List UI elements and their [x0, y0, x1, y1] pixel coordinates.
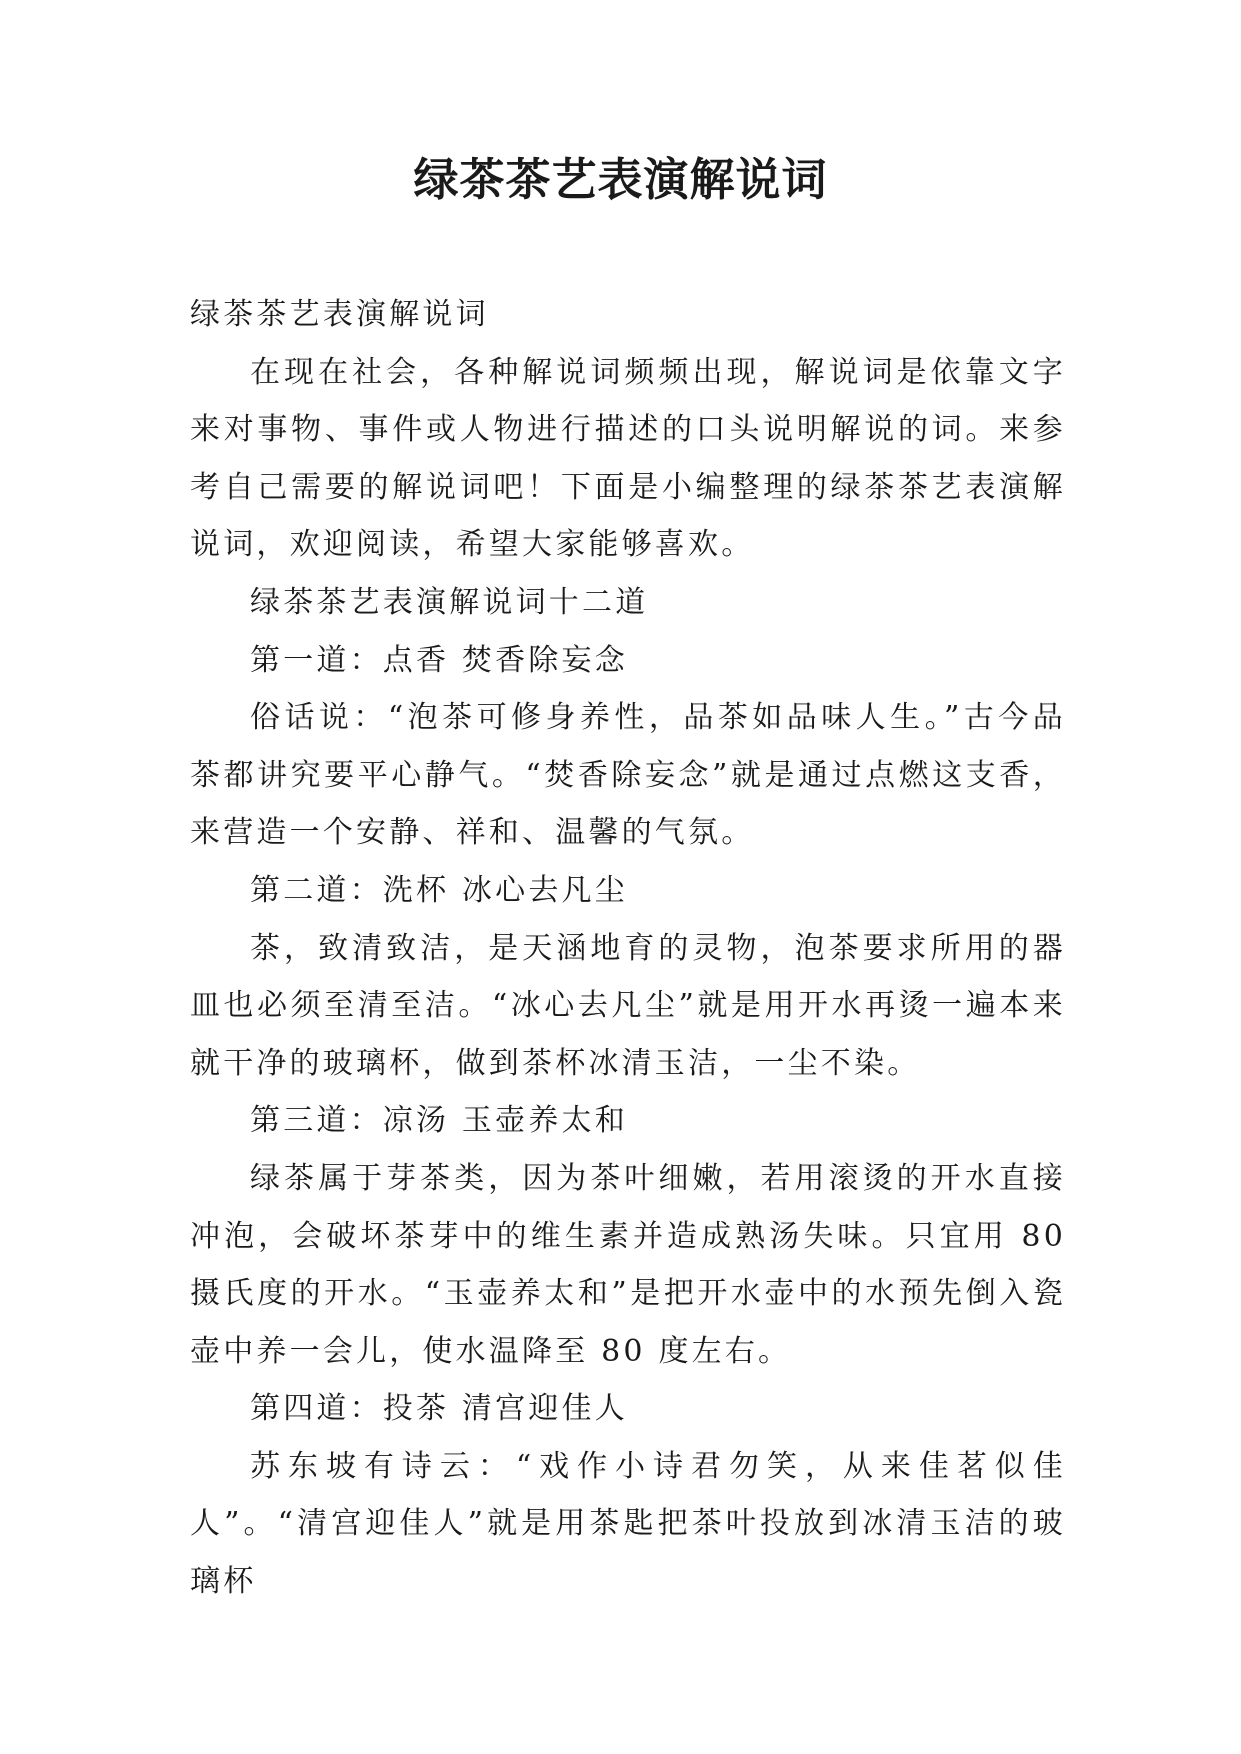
step-heading-2: 第二道：洗杯 冰心去凡尘: [250, 872, 628, 908]
step-paragraph-2: 茶，致清致洁，是天涵地育的灵物，泡茶要求所用的器皿也必须至清至洁。“冰心去凡尘”就是用开水再烫一遍本来就干净的玻璃杯，做到茶杯冰清玉洁，一尘不染。: [190, 930, 1066, 1081]
step-heading-3: 第三道：凉汤 玉壶养太和: [250, 1103, 628, 1139]
step-paragraph-3: 绿茶属于芽茶类，因为茶叶细嫩，若用滚烫的开水直接冲泡，会破坏茶芽中的维生素并造成熟汤失味。只宜用 80 摄氏度的开水。“玉壶养太和”是把开水壶中的水预先倒入瓷壶中养一会儿，使水温降至 80 度左右。: [190, 1160, 1066, 1369]
step-paragraph-1: 俗话说：“泡茶可修身养性，品茶如品味人生。”古今品茶都讲究要平心静气。“焚香除妄念”就是通过点燃这支香，来营造一个安静、祥和、温馨的气氛。: [190, 700, 1066, 851]
step-heading-4: 第四道：投茶 清宫迎佳人: [250, 1391, 628, 1427]
intro-paragraph: 在现在社会，各种解说词频频出现，解说词是依靠文字来对事物、事件或人物进行描述的口头说明解说的词。来参考自己需要的解说词吧！下面是小编整理的绿茶茶艺表演解说词，欢迎阅读，希望大家能够喜欢。: [190, 354, 1066, 563]
document-subtitle: 绿茶茶艺表演解说词: [190, 297, 489, 332]
section-heading-twelve-steps: 绿茶茶艺表演解说词十二道: [250, 584, 649, 620]
step-heading-1: 第一道：点香 焚香除妄念: [250, 642, 628, 678]
document-body: [190, 286, 1066, 1611]
step-paragraph-4: 苏东坡有诗云：“戏作小诗君勿笑，从来佳茗似佳人”。“清宫迎佳人”就是用茶匙把茶叶投放到冰清玉洁的玻璃杯: [190, 1448, 1066, 1600]
document-title: 绿茶茶艺表演解说词: [413, 153, 828, 206]
